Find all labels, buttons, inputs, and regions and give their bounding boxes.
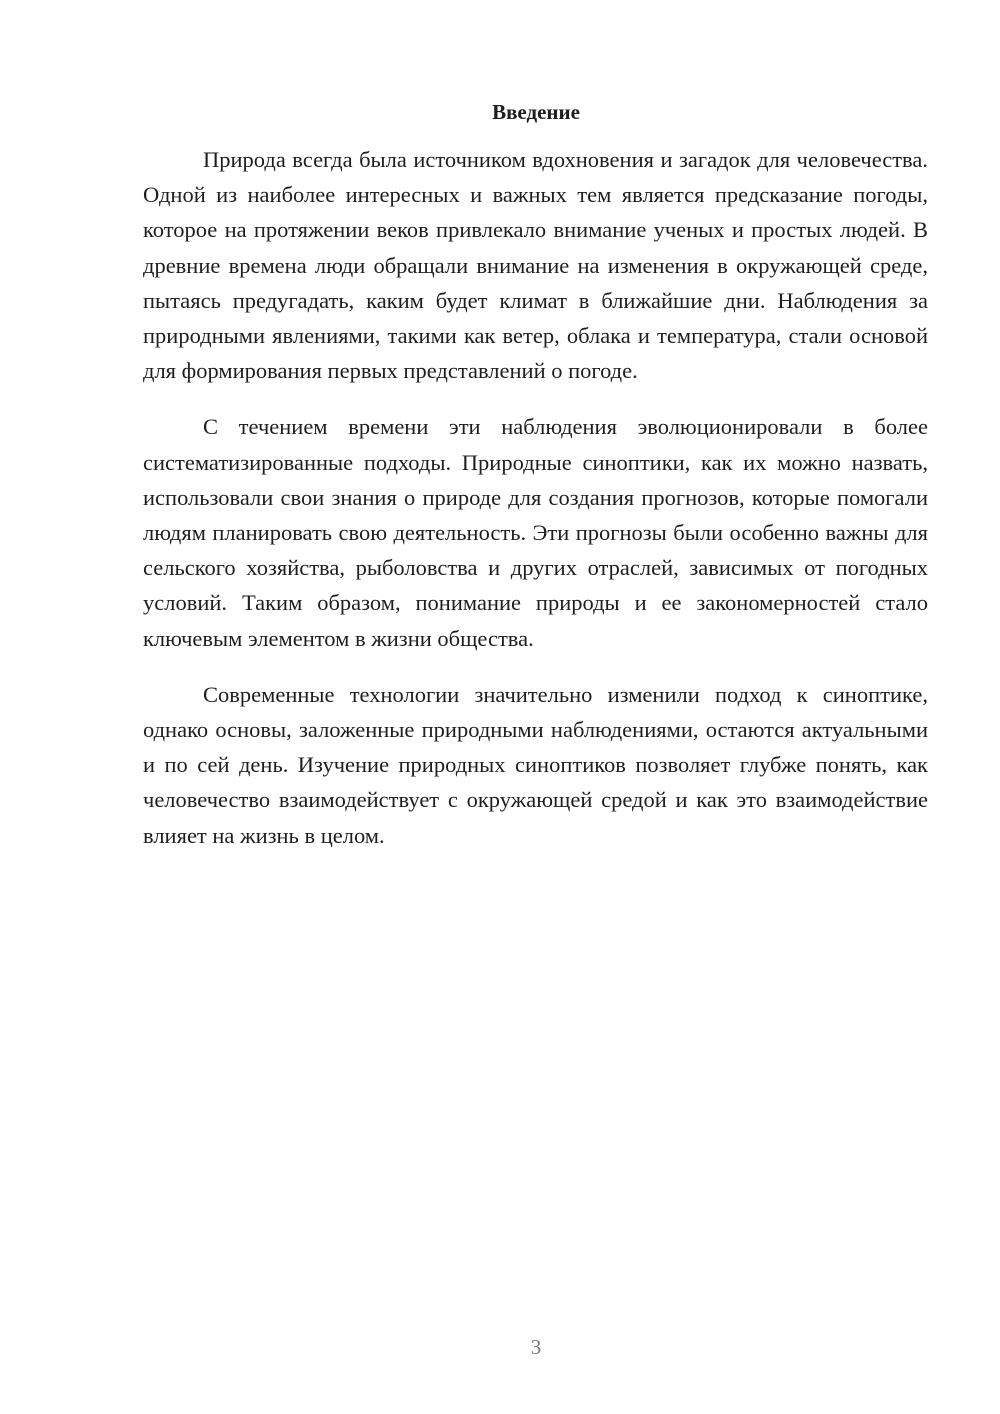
section-heading: Введение [492, 100, 580, 124]
page-number: 3 [530, 1335, 542, 1359]
paragraph-1: Природа всегда была источником вдохновения и загадок для человечества. Одной из наиболее интересных и важных тем является предсказание погоды, которое на протяжении веков привлекало внимание ученых и простых людей. В древние времена люди обращали внимание на изменения в окружающей среде, пытаясь предугадать, каким будет климат в ближайшие дни. Наблюдения за природными явлениями, такими как ветер, облака и температура, стали основой для формирования первых представлений о погоде. [143, 147, 928, 384]
body-text [143, 142, 928, 874]
paragraph-2: С течением времени эти наблюдения эволюционировали в более систематизированные подходы. Природные синоптики, как их можно назвать, использовали свои знания о природе для создания прогнозов, которые помогали людям планировать свою деятельность. Эти прогнозы были особенно важны для сельского хозяйства, рыболовства и других отраслей, зависимых от погодных условий. Таким образом, понимание природы и ее закономерностей стало ключевым элементом в жизни общества. [143, 414, 928, 651]
paragraph-3: Современные технологии значительно изменили подход к синоптике, однако основы, заложенные природными наблюдениями, остаются актуальными и по сей день. Изучение природных синоптиков позволяет глубже понять, как человечество взаимодействует с окружающей средой и как это взаимодействие влияет на жизнь в целом. [143, 681, 928, 848]
